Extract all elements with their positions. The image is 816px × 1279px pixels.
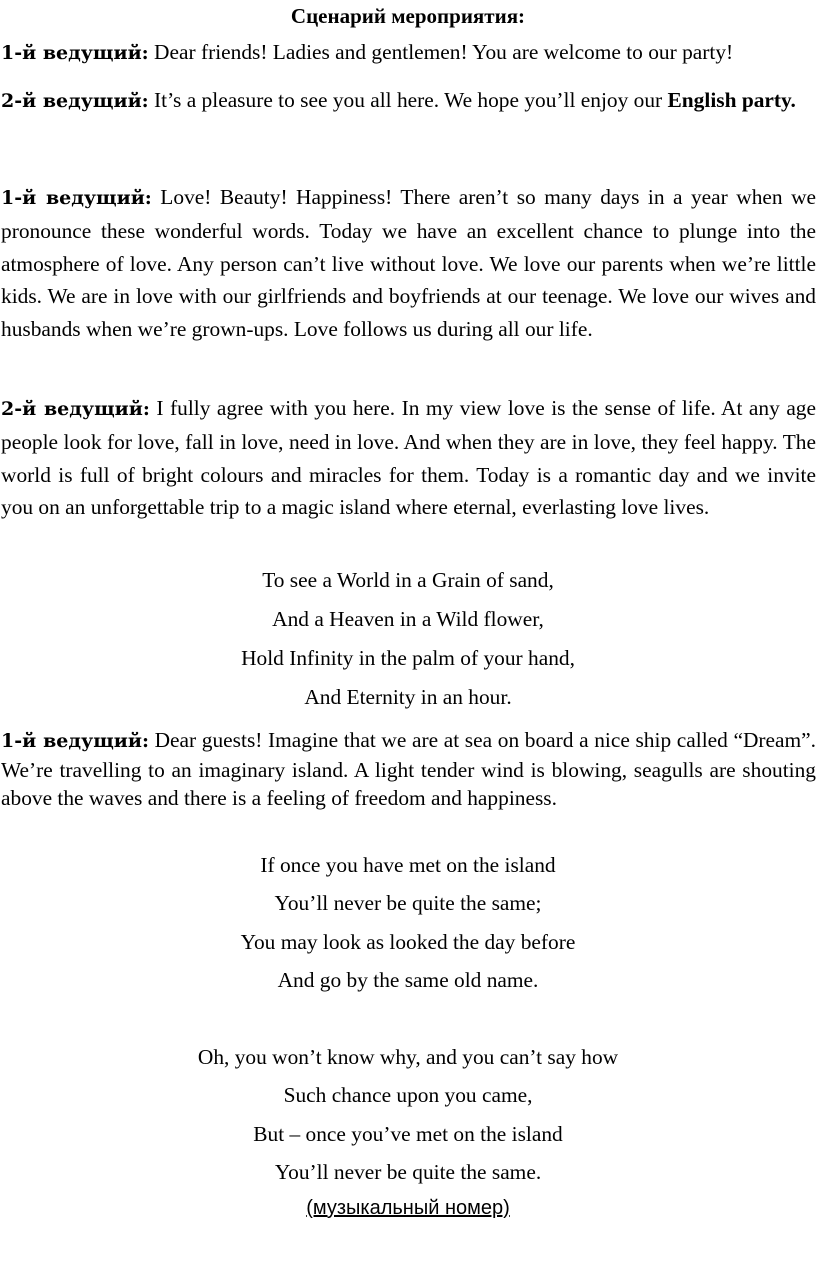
page-title: Сценарий мероприятия: bbox=[290, 4, 526, 28]
poem-line: You’ll never be quite the same; bbox=[274, 891, 542, 915]
paragraph-text: Dear friends! Ladies and gentlemen! You are welcome to our party! bbox=[148, 40, 734, 64]
paragraph-5 bbox=[1, 726, 816, 813]
poem-line: You may look as looked the day before bbox=[240, 930, 576, 954]
paragraph-4 bbox=[1, 392, 816, 524]
speaker-label: 1-й ведущий: bbox=[1, 730, 149, 752]
speaker-label: 2-й ведущий: bbox=[1, 398, 150, 420]
poem-line: And Eternity in an hour. bbox=[304, 685, 512, 709]
paragraph-3 bbox=[1, 181, 816, 346]
poem-line: If once you have met on the island bbox=[260, 853, 556, 877]
poem-line: You’ll never be quite the same. bbox=[274, 1160, 542, 1184]
poem-line: To see a World in a Grain of sand, bbox=[262, 568, 554, 592]
poem-line: But – once you’ve met on the island bbox=[253, 1122, 563, 1146]
poem-line: Such chance upon you came, bbox=[283, 1083, 533, 1107]
speaker-label: 1-й ведущий: bbox=[1, 187, 152, 209]
paragraph-1 bbox=[1, 36, 816, 70]
paragraph-2 bbox=[1, 84, 816, 118]
paragraph-text: It’s a pleasure to see you all here. We hope you’ll enjoy our bbox=[148, 88, 668, 112]
poem-line: And go by the same old name. bbox=[277, 968, 539, 992]
music-note: (музыкальный номер) bbox=[306, 1197, 510, 1219]
paragraph-bold-text: English party. bbox=[667, 88, 796, 112]
poem-line: And a Heaven in a Wild flower, bbox=[272, 607, 544, 631]
paragraph-text: Love! Beauty! Happiness! There aren’t so many days in a year when we pronounce these wonderful words. Today we have an excellent chance to plunge into the atmosphere of love. Any person can’t live without love. We love our parents when we’re little kids. We are in love with our girlfriends and boyfriends at our teenage. We love our wives and husbands when we’re grown-ups. Love follows us during all our life. bbox=[1, 185, 816, 342]
poem-line: Hold Infinity in the palm of your hand, bbox=[241, 646, 575, 670]
speaker-label: 1-й ведущий: bbox=[1, 42, 149, 64]
paragraph-text: I fully agree with you here. In my view love is the sense of life. At any age people look for love, fall in love, need in love. And when they are in love, they feel happy. The world is full of bright colours and miracles for them. Today is a romantic day and we invite you on an unforgettable trip to a magic island where eternal, everlasting love lives. bbox=[1, 396, 816, 520]
poem-line: Oh, you won’t know why, and you can’t say how bbox=[197, 1045, 619, 1069]
paragraph-text: Dear guests! Imagine that we are at sea on board a nice ship called “Dream”. We’re travelling to an imaginary island. A light tender wind is blowing, seagulls are shouting above the waves and there is a feeling of freedom and happiness. bbox=[1, 728, 816, 810]
speaker-label: 2-й ведущий: bbox=[1, 90, 149, 112]
